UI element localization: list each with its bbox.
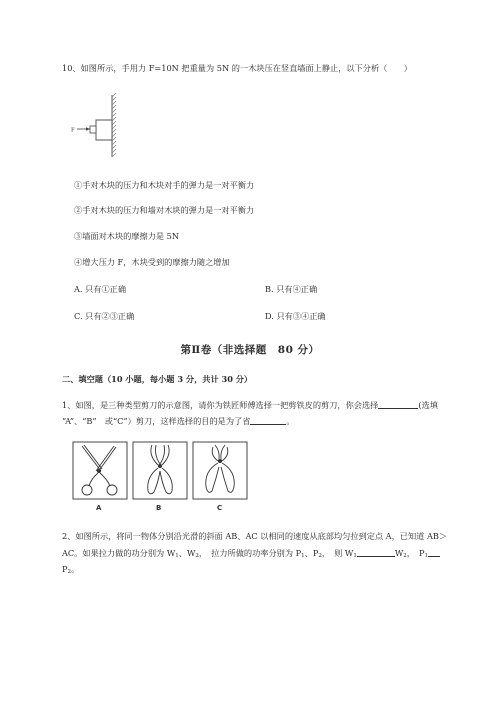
q1-blank-1 bbox=[378, 400, 418, 409]
wall-block-figure bbox=[70, 93, 130, 159]
q2-line-2: AC。如果拉力做的功分别为 $W_1$、$W_2$， 拉力所做的功率分别为 $P_1$、$P_2$， 则 $W_1$ $W_2$， $P_1$ bbox=[62, 548, 440, 562]
scissors-b-frame bbox=[133, 442, 187, 499]
section-title: 第Ⅱ卷（非选择题 80 分） bbox=[180, 344, 320, 356]
label-a: A bbox=[96, 504, 102, 512]
q10-statement-4: ④增大压力 F，木块受到的摩擦力随之增加 bbox=[74, 257, 230, 267]
q1-text-a: 1、如图，是三种类型剪刀的示意图，请你为铁匠师傅选择一把剪铁皮的剪刀，你会选择 bbox=[62, 400, 379, 410]
section-heading: 二、填空题（10 小题，每小题 3 分，共计 30 分） bbox=[62, 374, 253, 384]
q10-statement-2: ②手对木块的压力和墙对木块的弹力是一对平衡力 bbox=[74, 205, 255, 215]
scissors-c-frame bbox=[193, 442, 247, 499]
q2-blank-2 bbox=[428, 548, 440, 557]
q1-line-1 bbox=[62, 400, 438, 411]
q10-option-a: A. 只有①正确 bbox=[74, 284, 127, 294]
q2-line-3: $P_2$。 bbox=[62, 564, 80, 575]
q10-option-c: C. 只有②③正确 bbox=[74, 311, 135, 321]
q10-stem: 10、如图所示，手用力 F=10N 把重量为 5N 的一木块压在竖直墙面上静止，以下分析（ ） bbox=[62, 63, 412, 73]
q2-line-1: 2、如图所示，将同一物体分别沿光滑的斜面 AB、AC 以相同的速度从底部均匀拉到定点 A，已知道 AB＞ bbox=[62, 531, 448, 541]
q1-blank-2 bbox=[250, 416, 286, 425]
q10-option-b: B. 只有④正确 bbox=[265, 284, 318, 294]
label-c: C bbox=[217, 504, 223, 512]
q1-text-c: “A”、“B” 或“C”）剪刀，这样选择的目的是为了省 bbox=[62, 416, 251, 426]
q10-statement-3: ③墙面对木块的摩擦力是 5N bbox=[74, 231, 180, 241]
label-b: B bbox=[156, 504, 162, 512]
q1-text-b: (选填 bbox=[418, 400, 438, 410]
scissors-figure bbox=[72, 441, 248, 513]
q10-option-d: D. 只有③④正确 bbox=[265, 311, 326, 321]
q1-line-2 bbox=[62, 416, 295, 427]
force-label: F bbox=[71, 127, 75, 134]
q10-statement-1: ①手对木块的压力和木块对手的弹力是一对平衡力 bbox=[74, 180, 255, 190]
q2-blank-1 bbox=[357, 548, 395, 557]
q1-text-d: 。 bbox=[286, 416, 295, 426]
